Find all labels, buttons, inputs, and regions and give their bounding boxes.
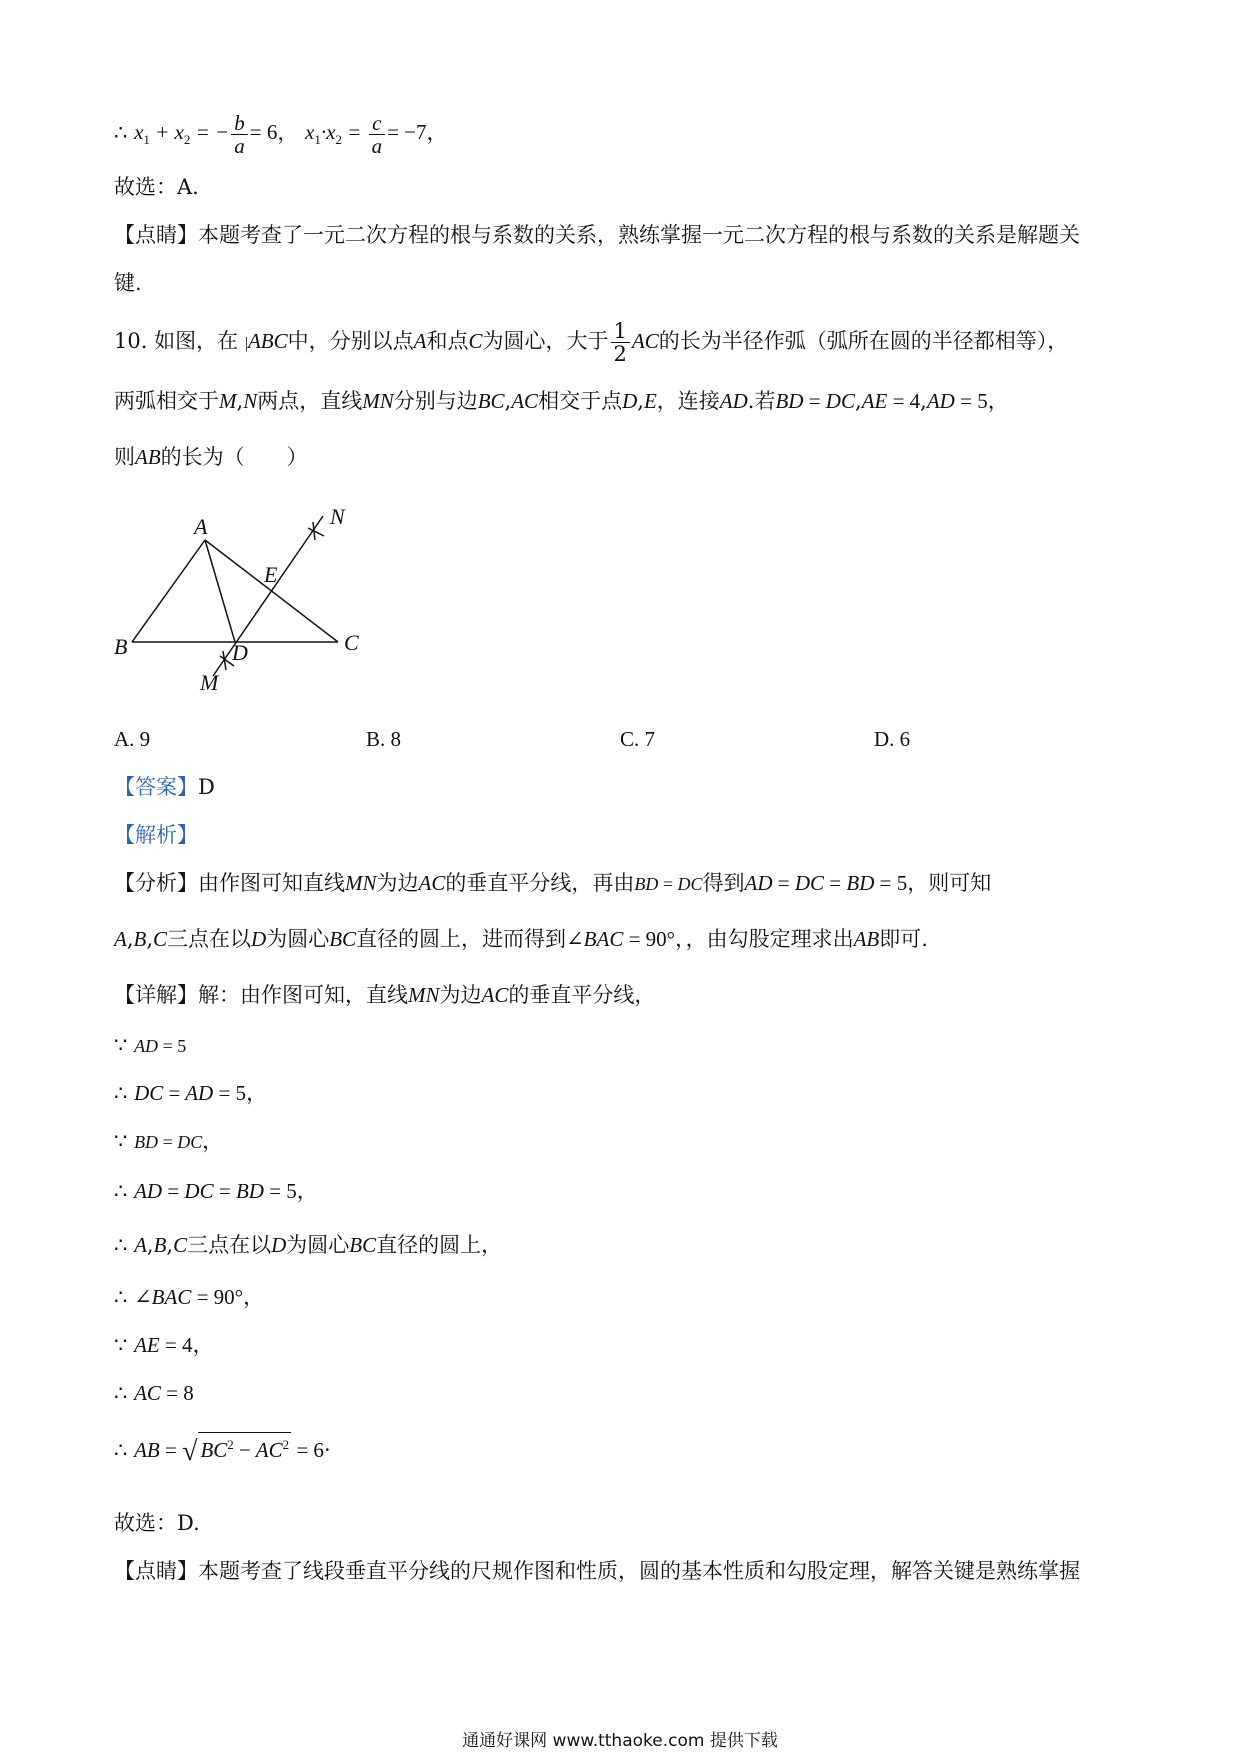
fenxi-line2: A,B,C三点在以D为圆心BC直径的圆上，进而得到∠BAC = 90°，，由勾股定理求出AB即可. [114,927,928,951]
line-mn [213,516,323,676]
note1-line1: 【点睛】本题考查了一元二次方程的根与系数的关系，熟练掌握一元二次方程的根与系数的关系是解题关 [114,223,1080,247]
label-e: E [264,562,278,587]
analysis-label: 【解析】 [114,823,198,847]
segment-ab [132,540,205,642]
answer-label: 【答案】 [114,775,198,799]
fenxi-line1: 【分析】由作图可知直线MN为边AC的垂直平分线，再由BD = DC得到AD = DC = BD = 5，则可知 [114,871,992,895]
step-1: ∵ AD = 5 [114,1033,187,1057]
triangle-figure [110,498,370,698]
label-n: N [330,504,345,529]
note2: 【点睛】本题考查了线段垂直平分线的尺规作图和性质，圆的基本性质和勾股定理，解答关键是熟练掌握 [114,1559,1080,1583]
footer: 通通好课网 www.tthaoke.com 提供下载 [462,1731,778,1751]
segment-ad [205,540,235,642]
step-9: ∴ AB = √ $BC^2 - AC^2 = 6\cdot$ [114,1432,331,1467]
choose-a: 故选：A. [114,175,199,199]
detail-line1: 【详解】解：由作图可知，直线MN为边AC的垂直平分线， [114,983,656,1007]
answer [114,772,215,802]
q10-line2: 两弧相交于M,N两点，直线MN分别与边BC,AC相交于点D,E，连接AD.若BD = DC,AE = 4,AD = 5， [114,389,1009,413]
choice-b[interactable]: B. 8 [366,727,402,751]
choice-a[interactable]: A. 9 [114,727,151,751]
step-3: ∵ BD = DC， [114,1129,224,1153]
q10-line3: 则AB的长为（ ） [114,445,308,469]
label-c: C [344,630,359,655]
formula-vieta: ∴ $x_1 + x_2$ = − $\frac{b}{a}$ = 6， $x_1\cdot x_2$ = $\frac{c}{a}$ = −7， [114,111,448,158]
label-m: M [200,670,219,695]
fenxi-label: 【分析】 [114,871,198,895]
detail-label: 【详解】 [114,983,198,1007]
step-8: ∴ AC = 8 [114,1381,194,1405]
label-d: D [232,640,248,665]
label-b: B [114,634,128,659]
q10-line1: 10. 如图，在 |ABC中，分别以点A和点C为圆心，大于 $\frac{1}{2}$ AC的长为半径作弧（弧所在圆的半径都相等）， [114,319,1069,366]
label-a: A [194,514,208,539]
answer-value: D [198,775,215,799]
step-6: ∴ ∠BAC = 90°， [114,1285,265,1309]
choice-d[interactable]: D. 6 [874,727,911,751]
choice-c[interactable]: C. 7 [620,727,656,751]
step-5: ∴ A,B,C三点在以D为圆心BC直径的圆上， [114,1233,503,1257]
note2-label: 【点睛】 [114,1559,198,1583]
note1-line2: 键. [114,271,142,295]
choose-d: 故选：D. [114,1511,200,1535]
note1-label: 【点睛】 [114,223,198,247]
step-2: ∴ DC = AD = 5， [114,1081,268,1105]
arc-mark-n2 [313,522,315,540]
step-7: ∵ AE = 4， [114,1333,214,1357]
step-4: ∴ AD = DC = BD = 5， [114,1179,318,1203]
